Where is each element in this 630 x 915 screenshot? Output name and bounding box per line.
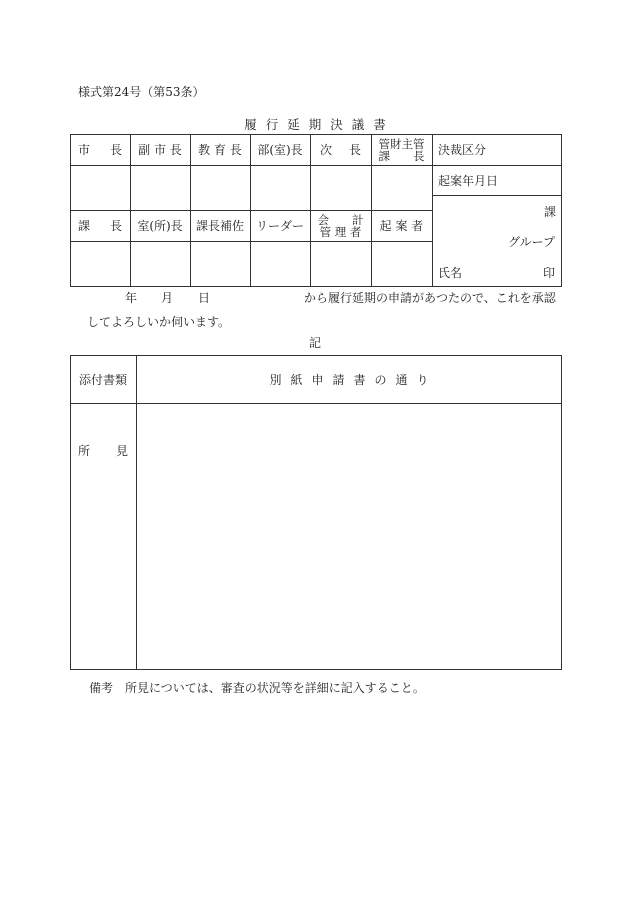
body-line1: から履行延期の申請があつたので、これを承認 <box>304 291 556 305</box>
header-drafter: 起 案 者 <box>379 219 424 233</box>
header-mayor-char1: 市 <box>78 143 91 157</box>
header-office-head: 室(所)長 <box>137 219 183 233</box>
header-property-manager-line2: 課 長 <box>378 148 425 163</box>
approval-table-hline <box>70 241 432 242</box>
approval-table-hline <box>432 195 562 196</box>
group-label: グループ <box>508 235 556 249</box>
draft-date-label: 起案年月日 <box>438 173 499 188</box>
name-label: 氏名 <box>438 266 463 280</box>
date-month: 月 <box>161 291 174 305</box>
document-title: 履行延期決議書 <box>244 117 395 132</box>
header-assistant-chief: 課長補佐 <box>195 219 244 233</box>
header-deputy-director-char2: 長 <box>348 143 361 157</box>
header-mayor-char2: 長 <box>109 143 122 157</box>
header-property-manager-line1: 管財主管 <box>378 136 425 151</box>
body-line2: してよろしいか伺います。 <box>87 315 231 329</box>
date-day: 日 <box>198 291 211 305</box>
header-department-head: 部(室)長 <box>257 143 303 157</box>
opinion-label-char1: 所 <box>78 443 91 458</box>
opinion-label-char2: 見 <box>115 443 128 458</box>
ki-mark: 記 <box>309 336 322 350</box>
header-accounting-manager-line2: 管 理 者 <box>319 224 362 239</box>
date-year: 年 <box>125 291 138 305</box>
opinion-field[interactable] <box>137 404 561 669</box>
attachment-value: 別紙申請書の通り <box>269 372 438 387</box>
header-section-chief-char1: 課 <box>78 219 91 233</box>
seal-label: 印 <box>543 266 556 280</box>
header-superintendent: 教 育 長 <box>198 143 242 157</box>
decision-category-label: 決裁区分 <box>438 143 487 157</box>
header-accounting-manager <box>310 210 371 241</box>
header-deputy-mayor: 副 市 長 <box>138 143 182 157</box>
attachment-label: 添付書類 <box>78 372 127 387</box>
header-deputy-director <box>310 134 371 165</box>
section-label: 課 <box>544 205 557 219</box>
header-accounting-manager-line1: 会 計 <box>317 212 364 227</box>
header-deputy-director-char1: 次 <box>320 143 333 157</box>
header-mayor <box>70 134 130 165</box>
header-leader: リーダー <box>255 219 304 233</box>
header-property-manager <box>371 134 432 165</box>
remarks: 備考 所見については、審査の状況等を詳細に記入すること。 <box>89 681 425 695</box>
form-number: 様式第24号（第53条） <box>78 85 205 99</box>
header-section-chief <box>70 210 130 241</box>
header-section-chief-char2: 長 <box>109 219 122 233</box>
opinion-label <box>70 440 136 460</box>
